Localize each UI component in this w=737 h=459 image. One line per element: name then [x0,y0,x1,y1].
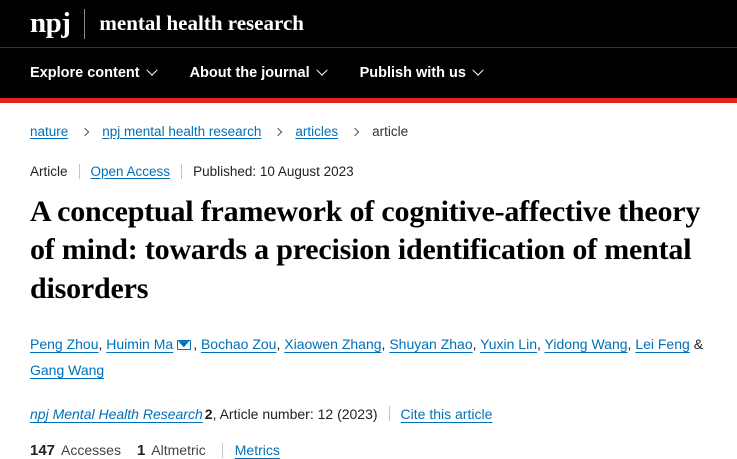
chevron-right-icon [81,127,89,135]
author-link[interactable]: Huimin Ma [106,336,174,353]
chevron-down-icon [146,65,157,76]
metrics-link[interactable]: Metrics [234,442,280,459]
article-type-label: Article [30,164,68,179]
author-link[interactable]: Shuyan Zhao [389,336,473,353]
author-separator: , [193,336,201,353]
nav-item-about-the-journal[interactable] [190,66,326,81]
author-link[interactable]: Yidong Wang [544,336,628,353]
nav-item-label: Explore content [30,64,140,81]
cite-this-article-link[interactable]: Cite this article [400,405,493,422]
email-icon[interactable] [177,340,191,350]
article-header-section [0,103,737,459]
breadcrumb-item-article: article [372,124,409,139]
meta-divider [389,406,390,421]
article-number: , Article number: 12 (2023) [212,405,378,422]
altmetric-label: Altmetric [151,442,206,459]
author-link[interactable]: Peng Zhou [30,336,99,353]
citation-line [30,406,707,422]
author-separator: , [381,336,390,353]
author-ampersand: & [693,336,704,353]
chevron-right-icon [274,127,282,135]
author-link[interactable]: Yuxin Lin [480,336,537,353]
nav-item-publish-with-us[interactable] [360,66,482,81]
author-separator: , [276,336,285,353]
author-separator: , [98,336,107,353]
main-navigation [0,47,737,98]
chevron-right-icon [351,127,359,135]
author-link[interactable]: Lei Feng [635,336,690,353]
author-separator: , [472,336,481,353]
chevron-down-icon [316,65,327,76]
breadcrumb [30,103,707,143]
author-list [30,332,707,384]
author-separator: , [536,336,545,353]
meta-divider [79,164,80,179]
meta-divider [222,443,223,458]
author-link[interactable]: Bochao Zou [200,336,277,353]
meta-divider [181,164,182,179]
page-title: A conceptual framework of cognitive-affective theory of mind: towards a precision identification of mental disorders [30,195,701,305]
nav-item-label: About the journal [189,64,310,81]
accesses-label: Accesses [61,442,121,459]
breadcrumb-item-articles[interactable]: articles [295,124,339,139]
journal-volume: 2 [204,405,213,422]
breadcrumb-item-journal[interactable]: npj mental health research [102,124,262,139]
breadcrumb-item-nature[interactable]: nature [30,124,69,139]
accesses-count: 147 [30,441,56,459]
site-masthead [0,0,737,47]
journal-title[interactable]: mental health research [99,11,304,35]
journal-name-link[interactable]: npj Mental Health Research [30,405,203,422]
article-meta-line [30,164,707,179]
published-date: Published: 10 August 2023 [193,164,354,179]
nav-item-explore-content[interactable] [30,66,156,81]
altmetric-count: 1 [136,441,146,459]
author-separator: , [627,336,636,353]
npj-logo[interactable]: npj [30,7,71,39]
nav-item-label: Publish with us [359,64,466,81]
chevron-down-icon [472,65,483,76]
open-access-link[interactable]: Open Access [90,164,171,179]
author-link[interactable]: Gang Wang [30,362,105,379]
author-link[interactable]: Xiaowen Zhang [284,336,382,353]
metrics-line [30,442,707,459]
